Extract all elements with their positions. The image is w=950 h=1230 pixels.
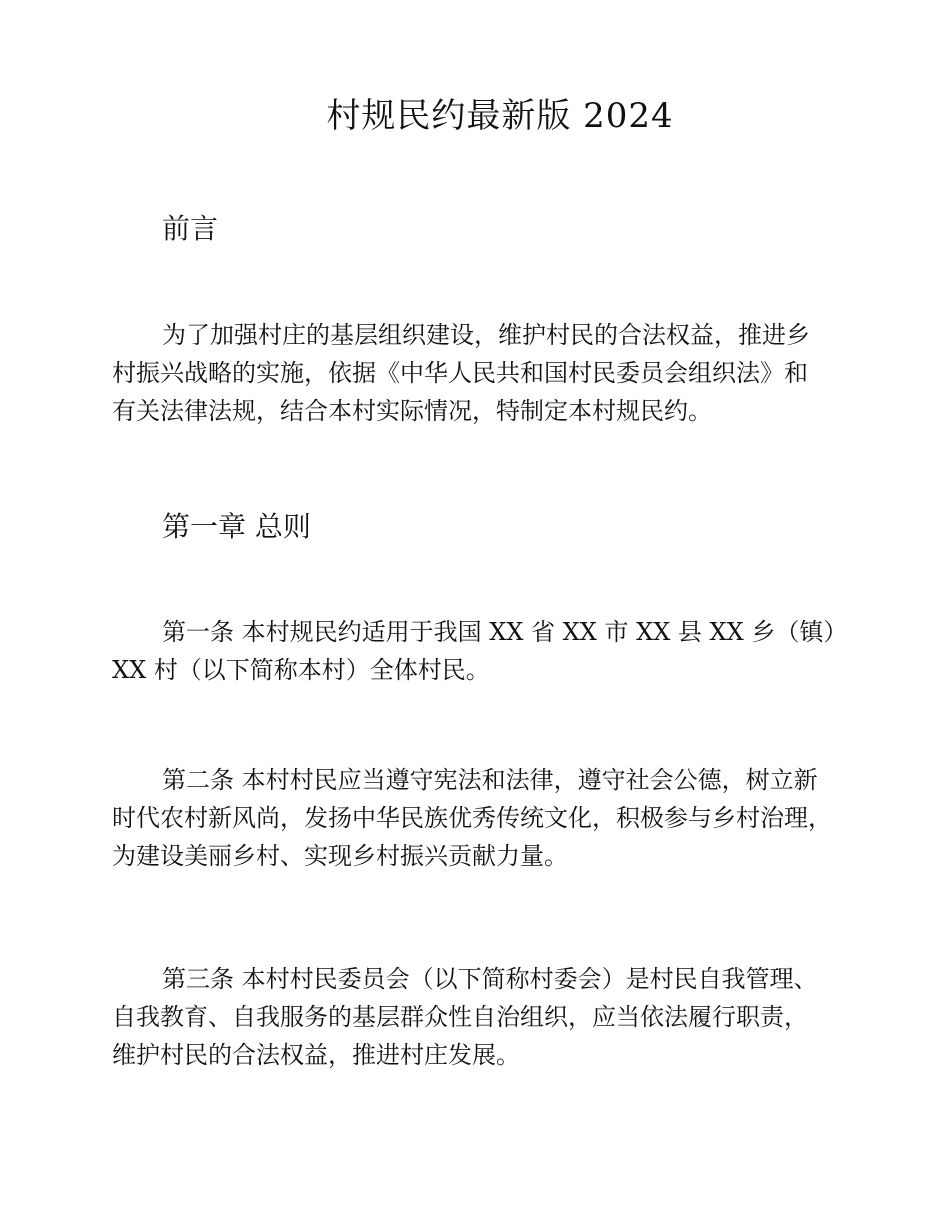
- paragraph-line: XX 村（以下简称本村）全体村民。: [112, 656, 490, 684]
- preface-heading: 前言: [162, 212, 219, 245]
- article-2-paragraph: [112, 761, 852, 875]
- paragraph-line: 有关法律法规，结合本村实际情况，特制定本村规民约。: [112, 397, 712, 425]
- paragraph-line: 第三条 本村村民委员会（以下简称村委会）是村民自我管理、: [162, 965, 818, 993]
- document-title: 村规民约最新版 2024: [326, 96, 674, 136]
- paragraph-line: 第二条 本村村民应当遵守宪法和法律，遵守社会公德，树立新: [162, 766, 818, 794]
- article-1-paragraph: [112, 613, 852, 689]
- article-3-paragraph: [112, 960, 852, 1074]
- paragraph-line: 第一条 本村规民约适用于我国 XX 省 XX 市 XX 县 XX 乡（镇）: [162, 618, 848, 646]
- chapter-heading: 第一章 总则: [162, 510, 311, 543]
- paragraph-line: 自我教育、自我服务的基层群众性自治组织，应当依法履行职责，: [112, 1003, 808, 1031]
- paragraph-line: 为建设美丽乡村、实现乡村振兴贡献力量。: [112, 842, 568, 870]
- paragraph-line: 村振兴战略的实施，依据《中华人民共和国村民委员会组织法》和: [112, 359, 808, 387]
- paragraph-line: 为了加强村庄的基层组织建设，维护村民的合法权益，推进乡: [162, 321, 810, 349]
- preface-paragraph: [112, 316, 852, 430]
- paragraph-line: 时代农村新风尚，发扬中华民族优秀传统文化，积极参与乡村治理，: [112, 804, 832, 832]
- paragraph-line: 维护村民的合法权益，推进村庄发展。: [112, 1041, 520, 1069]
